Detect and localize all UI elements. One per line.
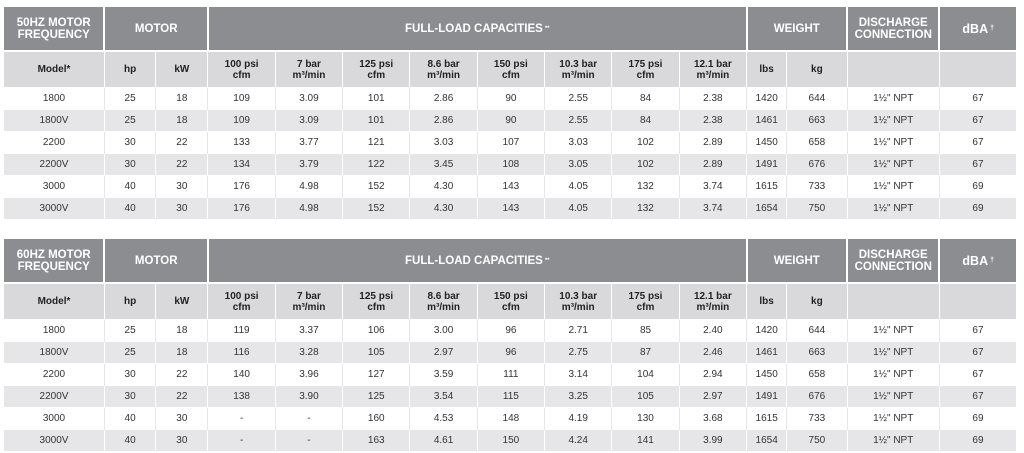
table-cell: 3.03 xyxy=(410,132,477,154)
subheader-cell: 12.1 bar m³/min xyxy=(679,51,746,88)
table-row xyxy=(4,386,1016,408)
footnote-mark: † xyxy=(990,256,995,264)
table-cell: 105 xyxy=(343,342,410,364)
table-cell: 1491 xyxy=(747,386,787,408)
table-cell: 132 xyxy=(612,198,679,220)
table-cell: 22 xyxy=(156,386,208,408)
subheader-cell: 10.3 bar m³/min xyxy=(545,283,612,320)
weight-header: WEIGHT xyxy=(747,239,847,283)
table-cell: 25 xyxy=(104,88,155,110)
model-cell: 1800 xyxy=(4,320,104,342)
subheader-cell: 175 psi cfm xyxy=(612,51,679,88)
table-cell: 2.97 xyxy=(679,386,746,408)
table-row xyxy=(4,364,1016,386)
table-cell: 30 xyxy=(104,364,155,386)
subheader-cell: lbs xyxy=(747,51,787,88)
table-cell: 90 xyxy=(477,110,544,132)
table-cell: 67 xyxy=(939,154,1016,176)
model-cell: 2200 xyxy=(4,364,104,386)
table-cell: 122 xyxy=(343,154,410,176)
table-cell: 3.59 xyxy=(410,364,477,386)
table-cell: 3.54 xyxy=(410,386,477,408)
subheader-cell: kg xyxy=(787,283,847,320)
table-cell: 160 xyxy=(343,408,410,430)
table-cell: 67 xyxy=(939,386,1016,408)
table-body xyxy=(4,320,1016,452)
table-cell: 2.40 xyxy=(679,320,746,342)
table-header-row xyxy=(4,7,1016,51)
subheader-cell: kW xyxy=(156,283,208,320)
subheader-cell: Model* xyxy=(4,283,104,320)
discharge-header: DISCHARGE CONNECTION xyxy=(847,239,939,283)
table-cell: 69 xyxy=(939,430,1016,452)
table-cell: 1491 xyxy=(747,154,787,176)
table-row xyxy=(4,342,1016,364)
table-cell: 4.30 xyxy=(410,198,477,220)
table-cell: 3.37 xyxy=(275,320,342,342)
table-cell: 140 xyxy=(208,364,275,386)
table-cell: 3.90 xyxy=(275,386,342,408)
table-cell: 18 xyxy=(156,110,208,132)
table-cell: 1461 xyxy=(747,110,787,132)
table-cell: 1420 xyxy=(747,320,787,342)
subheader-cell: hp xyxy=(104,51,155,88)
table-cell: 67 xyxy=(939,110,1016,132)
table-cell: 3.05 xyxy=(545,154,612,176)
subheader-cell: 100 psi cfm xyxy=(208,283,275,320)
table-cell: 1½" NPT xyxy=(847,198,939,220)
subheader-cell: 175 psi cfm xyxy=(612,283,679,320)
table-cell: 3.00 xyxy=(410,320,477,342)
table-header-row xyxy=(4,239,1016,283)
table-cell: 96 xyxy=(477,320,544,342)
subheader-cell xyxy=(939,283,1016,320)
table-cell: 25 xyxy=(104,320,155,342)
subheader-cell: 125 psi cfm xyxy=(343,283,410,320)
table-cell: 4.98 xyxy=(275,176,342,198)
dba-header: dBA † xyxy=(939,239,1016,283)
table-cell: 1½" NPT xyxy=(847,320,939,342)
table-cell: 1½" NPT xyxy=(847,154,939,176)
table-cell: - xyxy=(275,430,342,452)
table-row xyxy=(4,430,1016,452)
table-cell: 2.86 xyxy=(410,88,477,110)
table-row xyxy=(4,88,1016,110)
subheader-cell: Model* xyxy=(4,51,104,88)
subheader-cell: hp xyxy=(104,283,155,320)
table-cell: 2.89 xyxy=(679,154,746,176)
subheader-cell: 12.1 bar m³/min xyxy=(679,283,746,320)
table-cell: 106 xyxy=(343,320,410,342)
table-cell: 69 xyxy=(939,176,1016,198)
table-cell: 87 xyxy=(612,342,679,364)
table-cell: 1½" NPT xyxy=(847,386,939,408)
table-cell: 85 xyxy=(612,320,679,342)
subheader-cell: kg xyxy=(787,51,847,88)
table-cell: 658 xyxy=(787,132,847,154)
table-cell: 2.38 xyxy=(679,88,746,110)
table-cell: 2.55 xyxy=(545,88,612,110)
table-cell: 676 xyxy=(787,154,847,176)
table-cell: 102 xyxy=(612,132,679,154)
table-row xyxy=(4,110,1016,132)
model-cell: 3000 xyxy=(4,176,104,198)
table-cell: 130 xyxy=(612,408,679,430)
table-cell: 4.53 xyxy=(410,408,477,430)
table-cell: 2.38 xyxy=(679,110,746,132)
table-cell: 2.46 xyxy=(679,342,746,364)
table-cell: 750 xyxy=(787,198,847,220)
subheader-cell xyxy=(939,51,1016,88)
table-cell: 90 xyxy=(477,88,544,110)
table-cell: 30 xyxy=(104,132,155,154)
footnote-mark: † xyxy=(990,24,995,32)
table-cell: 163 xyxy=(343,430,410,452)
table-cell: 107 xyxy=(477,132,544,154)
table-cell: 3.03 xyxy=(545,132,612,154)
model-cell: 1800V xyxy=(4,342,104,364)
table-cell: 4.61 xyxy=(410,430,477,452)
units-header-row xyxy=(4,283,1016,320)
table-cell: 3.09 xyxy=(275,88,342,110)
capacities-header: FULL-LOAD CAPACITIES ** xyxy=(208,7,747,51)
table-cell: 84 xyxy=(612,88,679,110)
table-cell: 733 xyxy=(787,408,847,430)
table-cell: - xyxy=(208,430,275,452)
weight-header: WEIGHT xyxy=(747,7,847,51)
table-cell: 2.75 xyxy=(545,342,612,364)
capacities-header: FULL-LOAD CAPACITIES ** xyxy=(208,239,747,283)
table-cell: 22 xyxy=(156,132,208,154)
table-cell: 3.74 xyxy=(679,198,746,220)
table-cell: 148 xyxy=(477,408,544,430)
table-cell: 1½" NPT xyxy=(847,132,939,154)
table-cell: 30 xyxy=(156,198,208,220)
table-cell: 134 xyxy=(208,154,275,176)
table-cell: 1½" NPT xyxy=(847,342,939,364)
table-cell: 3.79 xyxy=(275,154,342,176)
model-cell: 2200V xyxy=(4,386,104,408)
table-cell: 40 xyxy=(104,198,155,220)
table-cell: 1½" NPT xyxy=(847,176,939,198)
table-cell: 104 xyxy=(612,364,679,386)
table-cell: 143 xyxy=(477,176,544,198)
units-header-row xyxy=(4,51,1016,88)
model-cell: 3000V xyxy=(4,430,104,452)
table-cell: 3.77 xyxy=(275,132,342,154)
subheader-cell xyxy=(847,283,939,320)
table-cell: 1654 xyxy=(747,430,787,452)
table-body xyxy=(4,88,1016,220)
table-cell: 1450 xyxy=(747,132,787,154)
table-cell: 115 xyxy=(477,386,544,408)
subheader-cell: 150 psi cfm xyxy=(477,283,544,320)
table-cell: 3.45 xyxy=(410,154,477,176)
table-cell: 3.96 xyxy=(275,364,342,386)
table-cell: 30 xyxy=(156,408,208,430)
subheader-cell: 8.6 bar m³/min xyxy=(410,51,477,88)
subheader-cell: 125 psi cfm xyxy=(343,51,410,88)
table-cell: 141 xyxy=(612,430,679,452)
table-cell: 4.05 xyxy=(545,198,612,220)
table-cell: 84 xyxy=(612,110,679,132)
table-cell: 18 xyxy=(156,342,208,364)
table-cell: 111 xyxy=(477,364,544,386)
table-cell: 152 xyxy=(343,198,410,220)
table-cell: 2.55 xyxy=(545,110,612,132)
table-cell: 22 xyxy=(156,154,208,176)
model-cell: 1800 xyxy=(4,88,104,110)
subheader-cell: 7 bar m³/min xyxy=(275,283,342,320)
table-cell: 1420 xyxy=(747,88,787,110)
model-cell: 2200 xyxy=(4,132,104,154)
table-cell: 109 xyxy=(208,110,275,132)
model-cell: 2200V xyxy=(4,154,104,176)
table-cell: 644 xyxy=(787,88,847,110)
table-cell: 101 xyxy=(343,88,410,110)
table-cell: 143 xyxy=(477,198,544,220)
table-cell: 30 xyxy=(156,430,208,452)
table-cell: 138 xyxy=(208,386,275,408)
table-cell: 105 xyxy=(612,386,679,408)
frequency-header: 60HZ MOTOR FREQUENCY xyxy=(4,239,104,283)
table-row xyxy=(4,408,1016,430)
table-cell: 40 xyxy=(104,408,155,430)
table-cell: 3.74 xyxy=(679,176,746,198)
spec-table-60hz xyxy=(4,239,1016,451)
table-cell: 2.86 xyxy=(410,110,477,132)
subheader-cell: kW xyxy=(156,51,208,88)
table-cell: 4.05 xyxy=(545,176,612,198)
table-cell: 150 xyxy=(477,430,544,452)
table-cell: 25 xyxy=(104,110,155,132)
model-cell: 1800V xyxy=(4,110,104,132)
table-cell: 30 xyxy=(104,154,155,176)
table-cell: 18 xyxy=(156,320,208,342)
table-cell: 152 xyxy=(343,176,410,198)
table-cell: 3.14 xyxy=(545,364,612,386)
table-cell: 119 xyxy=(208,320,275,342)
table-cell: 116 xyxy=(208,342,275,364)
footnote-mark: ** xyxy=(544,25,550,32)
table-cell: 2.94 xyxy=(679,364,746,386)
table-cell: - xyxy=(275,408,342,430)
table-cell: 67 xyxy=(939,132,1016,154)
table-cell: 2.89 xyxy=(679,132,746,154)
table-cell: 663 xyxy=(787,342,847,364)
model-cell: 3000V xyxy=(4,198,104,220)
table-cell: 67 xyxy=(939,342,1016,364)
table-cell: 133 xyxy=(208,132,275,154)
discharge-header: DISCHARGE CONNECTION xyxy=(847,7,939,51)
table-cell: 40 xyxy=(104,430,155,452)
table-cell: 102 xyxy=(612,154,679,176)
table-cell: 101 xyxy=(343,110,410,132)
table-cell: 4.30 xyxy=(410,176,477,198)
subheader-cell: 150 psi cfm xyxy=(477,51,544,88)
table-cell: 1654 xyxy=(747,198,787,220)
dba-header: dBA † xyxy=(939,7,1016,51)
table-cell: 1½" NPT xyxy=(847,88,939,110)
table-cell: 176 xyxy=(208,176,275,198)
table-cell: 25 xyxy=(104,342,155,364)
table-cell: 3.28 xyxy=(275,342,342,364)
motor-header: MOTOR xyxy=(104,7,207,51)
model-cell: 3000 xyxy=(4,408,104,430)
spec-table-50hz xyxy=(4,7,1016,219)
subheader-cell: lbs xyxy=(747,283,787,320)
table-row xyxy=(4,176,1016,198)
table-cell: 663 xyxy=(787,110,847,132)
table-row xyxy=(4,320,1016,342)
table-cell: 69 xyxy=(939,198,1016,220)
table-cell: 67 xyxy=(939,364,1016,386)
table-cell: 3.25 xyxy=(545,386,612,408)
table-cell: 1½" NPT xyxy=(847,110,939,132)
motor-header: MOTOR xyxy=(104,239,207,283)
frequency-header: 50HZ MOTOR FREQUENCY xyxy=(4,7,104,51)
subheader-cell: 7 bar m³/min xyxy=(275,51,342,88)
table-cell: 176 xyxy=(208,198,275,220)
table-cell: 69 xyxy=(939,408,1016,430)
table-cell: 1450 xyxy=(747,364,787,386)
table-cell: 1615 xyxy=(747,176,787,198)
table-cell: 30 xyxy=(156,176,208,198)
table-cell: 22 xyxy=(156,364,208,386)
table-cell: 125 xyxy=(343,386,410,408)
subheader-cell: 100 psi cfm xyxy=(208,51,275,88)
table-cell: 733 xyxy=(787,176,847,198)
table-cell: 644 xyxy=(787,320,847,342)
table-cell: 121 xyxy=(343,132,410,154)
table-cell: 109 xyxy=(208,88,275,110)
table-cell: 40 xyxy=(104,176,155,198)
table-row xyxy=(4,132,1016,154)
table-cell: 4.19 xyxy=(545,408,612,430)
table-cell: 4.24 xyxy=(545,430,612,452)
table-row xyxy=(4,198,1016,220)
subheader-cell xyxy=(847,51,939,88)
table-cell: 108 xyxy=(477,154,544,176)
table-cell: 658 xyxy=(787,364,847,386)
footnote-mark: ** xyxy=(544,257,550,264)
table-cell: 67 xyxy=(939,320,1016,342)
table-cell: 30 xyxy=(104,386,155,408)
table-cell: 1½" NPT xyxy=(847,364,939,386)
table-cell: 750 xyxy=(787,430,847,452)
table-cell: 127 xyxy=(343,364,410,386)
table-cell: 3.68 xyxy=(679,408,746,430)
subheader-cell: 8.6 bar m³/min xyxy=(410,283,477,320)
table-cell: 96 xyxy=(477,342,544,364)
subheader-cell: 10.3 bar m³/min xyxy=(545,51,612,88)
table-cell: - xyxy=(208,408,275,430)
table-cell: 2.97 xyxy=(410,342,477,364)
table-cell: 676 xyxy=(787,386,847,408)
table-cell: 3.99 xyxy=(679,430,746,452)
table-cell: 1½" NPT xyxy=(847,408,939,430)
table-cell: 4.98 xyxy=(275,198,342,220)
table-cell: 18 xyxy=(156,88,208,110)
table-cell: 3.09 xyxy=(275,110,342,132)
table-cell: 1½" NPT xyxy=(847,430,939,452)
table-cell: 132 xyxy=(612,176,679,198)
table-row xyxy=(4,154,1016,176)
table-cell: 1615 xyxy=(747,408,787,430)
table-cell: 1461 xyxy=(747,342,787,364)
table-cell: 2.71 xyxy=(545,320,612,342)
table-cell: 67 xyxy=(939,88,1016,110)
